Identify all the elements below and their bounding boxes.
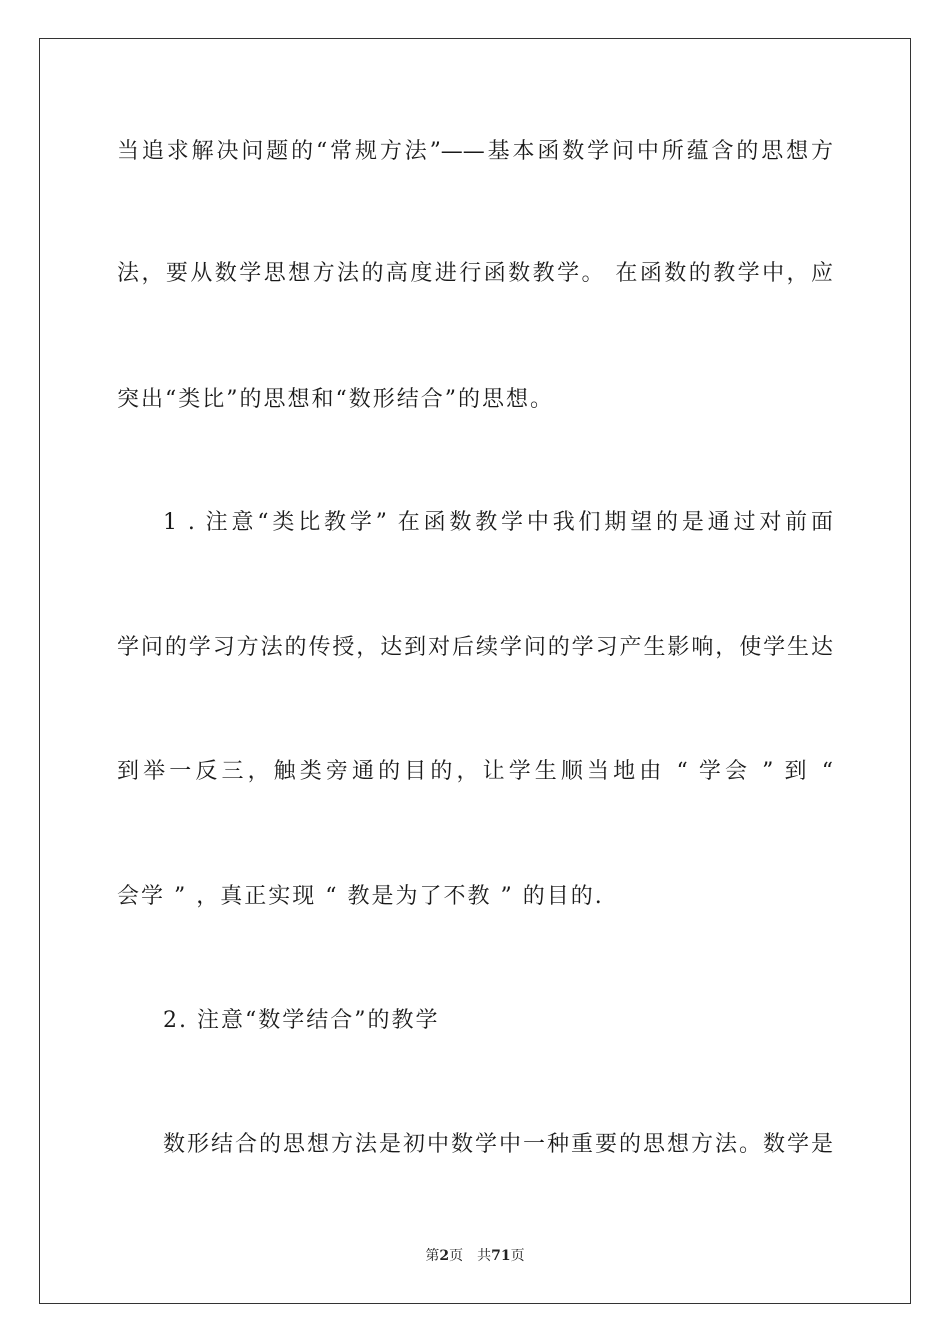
body-line-2: 法，要从数学思想方法的高度进行函数教学。 在函数的教学中，应 [117,261,833,286]
body-line-9: 数形结合的思想方法是初中数学中一种重要的思想方法。数学是 [163,1132,833,1157]
page-number: 2 [439,1248,450,1264]
body-line-7: 会学 ” ，真正实现 “ 教是为了不教 ” 的目的. [117,884,604,909]
page-footer [0,1246,950,1266]
page-prefix: 第 [425,1248,440,1264]
body-line-1: 当追求解决问题的“常规方法”——基本函数学问中所蕴含的思想方 [117,139,833,164]
body-line-6: 到举一反三，触类旁通的目的，让学生顺当地由 “ 学会 ” 到 “ [117,759,833,784]
page-border [39,38,911,1304]
page-suffix: 页 [449,1248,464,1264]
body-line-3: 突出“类比”的思想和“数形结合”的思想。 [117,387,554,412]
body-line-5: 学问的学习方法的传授，达到对后续学问的学习产生影响，使学生达 [117,635,833,660]
total-pages: 71 [491,1248,511,1264]
total-prefix: 共 [477,1248,492,1264]
section-2-heading: 2. 注意“数学结合”的教学 [163,1008,440,1033]
total-suffix: 页 [510,1248,525,1264]
section-1-heading-line: 1 . 注意“类比教学” 在函数教学中我们期望的是通过对前面 [163,510,833,535]
